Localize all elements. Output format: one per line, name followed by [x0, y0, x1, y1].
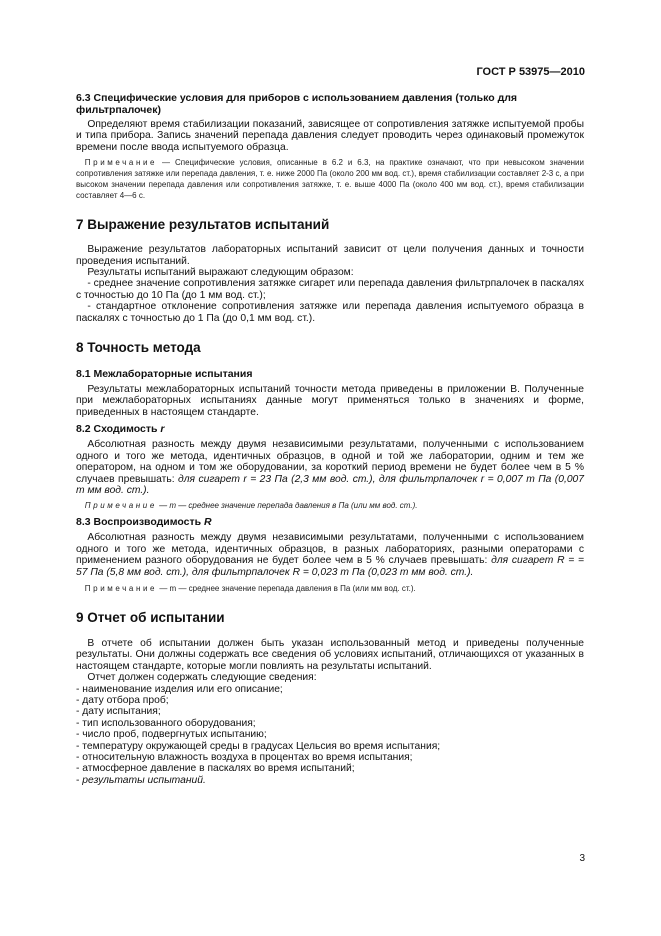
section-9-paragraph-2: Отчет должен содержать следующие сведения:	[87, 672, 317, 684]
list-item: - атмосферное давление в паскалях во время испытаний;	[76, 763, 355, 775]
section-8-2-paragraph	[76, 439, 584, 496]
list-item: - тип использованного оборудования;	[76, 717, 256, 729]
section-7-title: 7 Выражение результатов испытаний	[76, 217, 330, 233]
section-6-3-note	[76, 157, 584, 201]
note-label: Примечание	[84, 501, 157, 511]
section-8-3-title	[76, 516, 584, 528]
list-item: - относительную влажность воздуха в процентах во время испытания;	[76, 752, 413, 763]
section-8-3-symbol: R	[204, 516, 212, 529]
list-item: - число проб, подвергнутых испытанию;	[76, 729, 267, 741]
section-8-3-note	[76, 583, 584, 594]
section-8-2-title	[76, 423, 584, 435]
section-8-2-paragraph-values: для сигарет r = 23 Па (2,3 мм вод. ст.), для фильтрпалочек r = 0,007 m Па (0,007 m мм вод. ст.).	[76, 473, 585, 496]
list-dash: -	[76, 774, 83, 786]
list-item-last	[76, 775, 584, 786]
section-8-3-paragraph-text: Абсолютная разность между двумя независимыми результатами, полученными с использованием одного и того же метода, идентичных образцов, в разных лабораториях, разными операторами с применением разного оборудования не будет более чем в 5 % случаев превышать:	[76, 532, 584, 567]
page-number: 3	[579, 853, 585, 864]
section-8-3-title-text: 8.3 Воспроизводимость	[76, 516, 205, 529]
section-9-title: 9 Отчет об испытании	[76, 609, 225, 625]
list-item: - температуру окружающей среды в градусах Цельсия во время испытания;	[76, 740, 441, 752]
section-8-1-paragraph: Результаты межлабораторных испытаний точности метода приведены в приложении В. Полученные при межлабораторных испытаниях данные могут применяться только в значениях и форме, приведенных в настоящем стандарте.	[76, 384, 584, 418]
section-8-2-symbol: r	[160, 423, 165, 436]
list-item: - наименование изделия или его описание;	[76, 683, 283, 695]
section-7-paragraph-2: Результаты испытаний выражают следующим образом:	[87, 267, 354, 279]
note-text: — m — среднее значение перепада давления в Па (или мм вод. ст.).	[157, 583, 416, 593]
section-6-3-title-line2: фильтрпалочек)	[76, 104, 161, 116]
section-8-2-title-text: 8.2 Сходимость	[76, 423, 161, 436]
section-8-2-note	[76, 500, 584, 511]
standard-code: ГОСТ Р 53975—2010	[476, 66, 585, 78]
section-8-1-title: 8.1 Межлабораторные испытания	[76, 368, 253, 381]
section-8-2-paragraph-text: Абсолютная разность между двумя независимыми результатами, полученными с использованием одного и того же метода, идентичных образцов, в одной и той же лаборатории, одним и тем же оператором, на одном и том же оборудовании, за короткий период времени не будет более чем в 5 % случаев превышать:	[76, 439, 584, 485]
section-6-3-title-line1: 6.3 Специфические условия для приборов с использованием давления (только для	[76, 92, 518, 104]
section-6-3-title	[76, 92, 584, 116]
section-8-3-paragraph	[76, 532, 584, 578]
note-label: Примечание	[84, 583, 158, 593]
section-8-3-paragraph-values: для сигарет R = = 57 Па (5,8 мм вод. ст.), для фильтрпалочек R = 0,023 m Па (0,023 m мм вод. ст.).	[76, 555, 584, 578]
page-content	[76, 92, 584, 786]
section-6-3-paragraph: Определяют время стабилизации показаний, зависящее от сопротивления затяжке испытуемой пробы и типа прибора. Запись значений перепада давления следует проводить через одинаковый промежуток времени после ввода испытуемого образца.	[76, 119, 584, 153]
note-text: — m — среднее значение перепада давления в Па (или мм вод. ст.).	[156, 501, 418, 511]
list-item: - дату испытания;	[76, 706, 161, 718]
list-item-italic: результаты испытаний.	[82, 774, 206, 786]
section-7-bullet-1: - среднее значение сопротивления затяжке сигарет или перепада давления фильтрпалочек в паскалях с точностью до 10 Па (до 1 мм вод. ст.);	[76, 278, 584, 301]
note-label: Примечание	[84, 158, 158, 168]
list-item: - дату отбора проб;	[76, 694, 169, 706]
section-7-paragraph-1: Выражение результатов лабораторных испытаний зависит от цели получения данных и точности проведения испытаний.	[76, 244, 584, 267]
note-text: — Специфические условия, описанные в 6.2 и 6.3, на практике означают, что при невысоком значении сопротивления затяжке или перепада давления, т. е. ниже 2000 Па (около 200 мм вод. ст.), время стабилизации составляет 2-3 с, а при высоком значении перепада давления или сопротивления затяжке, т. е. выше 4000 Па (около 400 мм вод. ст.), время стабилизации составляет 4—6 с.	[76, 158, 584, 201]
section-8-title: 8 Точность метода	[76, 340, 201, 356]
section-9-paragraph-1: В отчете об испытании должен быть указан использованный метод и приведены полученные результаты. Они должны содержать все сведения об условиях испытаний, отличающихся от указанных в настоящем стандарте, которые могли повлиять на результаты испытаний.	[76, 637, 584, 672]
section-7-bullet-2: - стандартное отклонение сопротивления затяжке или перепада давления испытуемого образца в паскалях с точностью до 1 Па (до 0,1 мм вод. ст.).	[76, 301, 584, 324]
